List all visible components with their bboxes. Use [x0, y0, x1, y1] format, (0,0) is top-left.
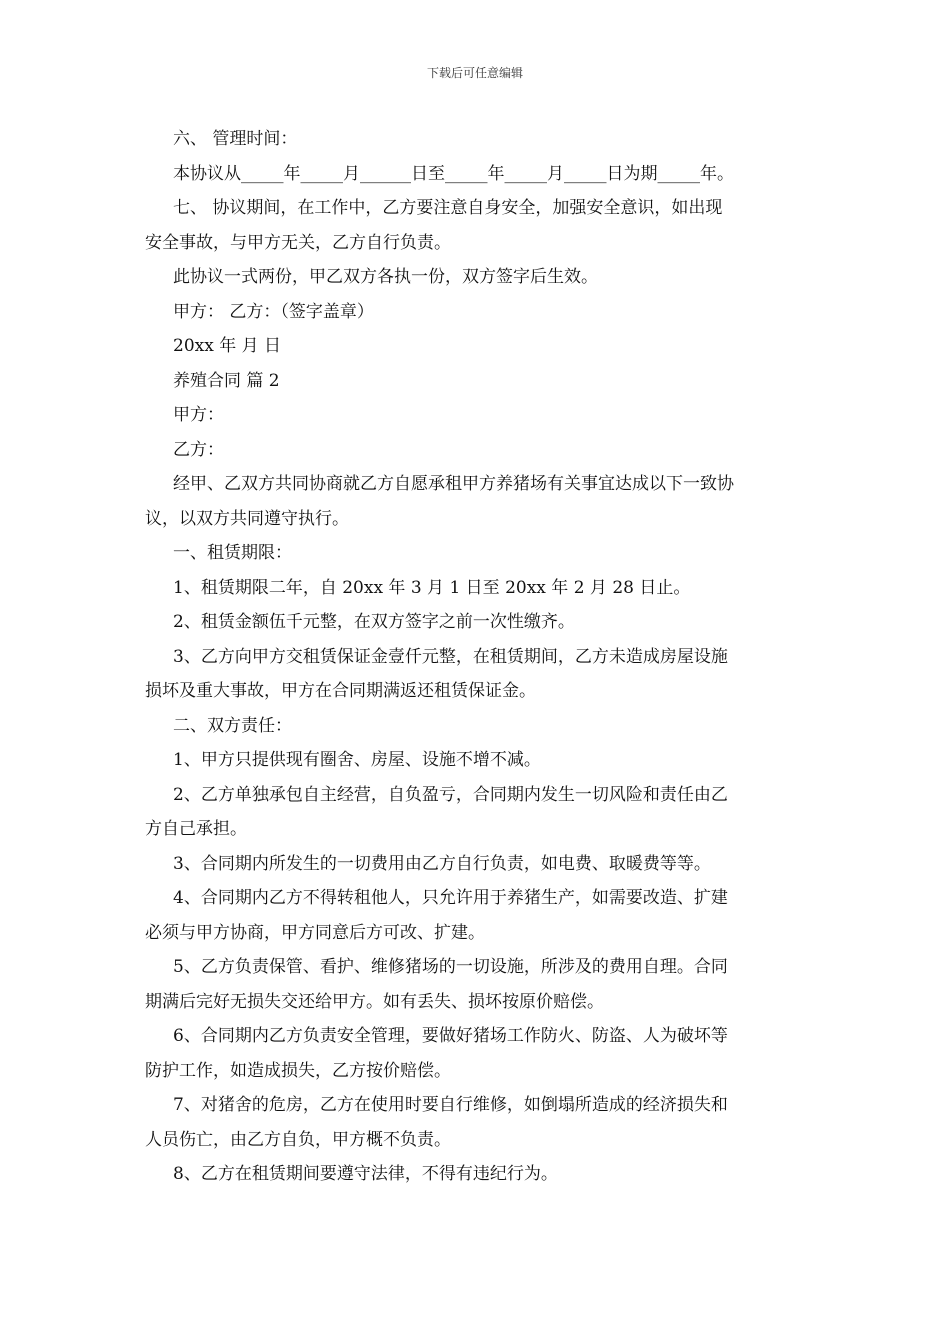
text-line: 必须与甲方协商，甲方同意后方可改、扩建。: [145, 922, 485, 943]
text-line: 20xx 年 月 日: [173, 336, 282, 356]
text-line: 期满后完好无损失交还给甲方。如有丢失、损坏按原价赔偿。: [145, 991, 604, 1012]
text-line: 4、合同期内乙方不得转租他人，只允许用于养猪生产，如需要改造、扩建: [173, 888, 728, 908]
text-line: 2、乙方单独承包自主经营，自负盈亏，合同期内发生一切风险和责任由乙: [173, 784, 728, 805]
text-line: 一、租赁期限：: [173, 543, 292, 563]
text-line: 七、 协议期间，在工作中，乙方要注意自身安全，加强安全意识，如出现: [173, 198, 723, 218]
text-line: 此协议一式两份，甲乙双方各执一份，双方签字后生效。: [173, 267, 598, 287]
text-line: 经甲、乙双方共同协商就乙方自愿承租甲方养猪场有关事宜达成以下一致协: [173, 474, 734, 494]
text-line: 本协议从_____年_____月______日至_____年_____月_____日为期_____年。: [173, 163, 734, 184]
text-line: 防护工作，如造成损失，乙方按价赔偿。: [145, 1060, 451, 1081]
text-line: 2、租赁金额伍千元整，在双方签字之前一次性缴齐。: [173, 612, 575, 632]
text-line: 7、对猪舍的危房，乙方在使用时要自行维修，如倒塌所造成的经济损失和: [173, 1095, 728, 1115]
text-line: 安全事故，与甲方无关，乙方自行负责。: [145, 232, 451, 253]
page-header: 下载后可任意编辑: [426, 66, 523, 80]
text-line: 8、乙方在租赁期间要遵守法律，不得有违纪行为。: [173, 1164, 558, 1184]
text-line: 5、乙方负责保管、看护、维修猪场的一切设施，所涉及的费用自理。合同: [173, 957, 728, 977]
text-line: 二、双方责任：: [173, 715, 292, 736]
text-line: 损坏及重大事故，甲方在合同期满返还租赁保证金。: [145, 681, 536, 701]
text-line: 六、 管理时间：: [173, 129, 298, 149]
text-line: 3、乙方向甲方交租赁保证金壹仟元整，在租赁期间，乙方未造成房屋设施: [173, 646, 728, 667]
text-line: 6、合同期内乙方负责安全管理，要做好猪场工作防火、防盗、人为破坏等: [173, 1026, 728, 1046]
text-line: 养殖合同 篇 2: [173, 370, 280, 391]
text-line: 甲方： 乙方：（签字盖章）: [173, 301, 374, 322]
text-line: 议，以双方共同遵守执行。: [145, 508, 349, 529]
text-line: 甲方：: [173, 405, 224, 425]
text-line: 乙方：: [173, 439, 224, 460]
text-line: 1、租赁期限二年，自 20xx 年 3 月 1 日至 20xx 年 2 月 28 日止。: [173, 577, 691, 598]
text-line: 人员伤亡，由乙方自负，甲方概不负责。: [145, 1129, 451, 1150]
document-body: [145, 122, 811, 1192]
text-line: 方自己承担。: [145, 819, 247, 839]
text-line: 3、合同期内所发生的一切费用由乙方自行负责，如电费、取暖费等等。: [173, 853, 711, 874]
text-line: 1、甲方只提供现有圈舍、房屋、设施不增不减。: [173, 750, 541, 770]
